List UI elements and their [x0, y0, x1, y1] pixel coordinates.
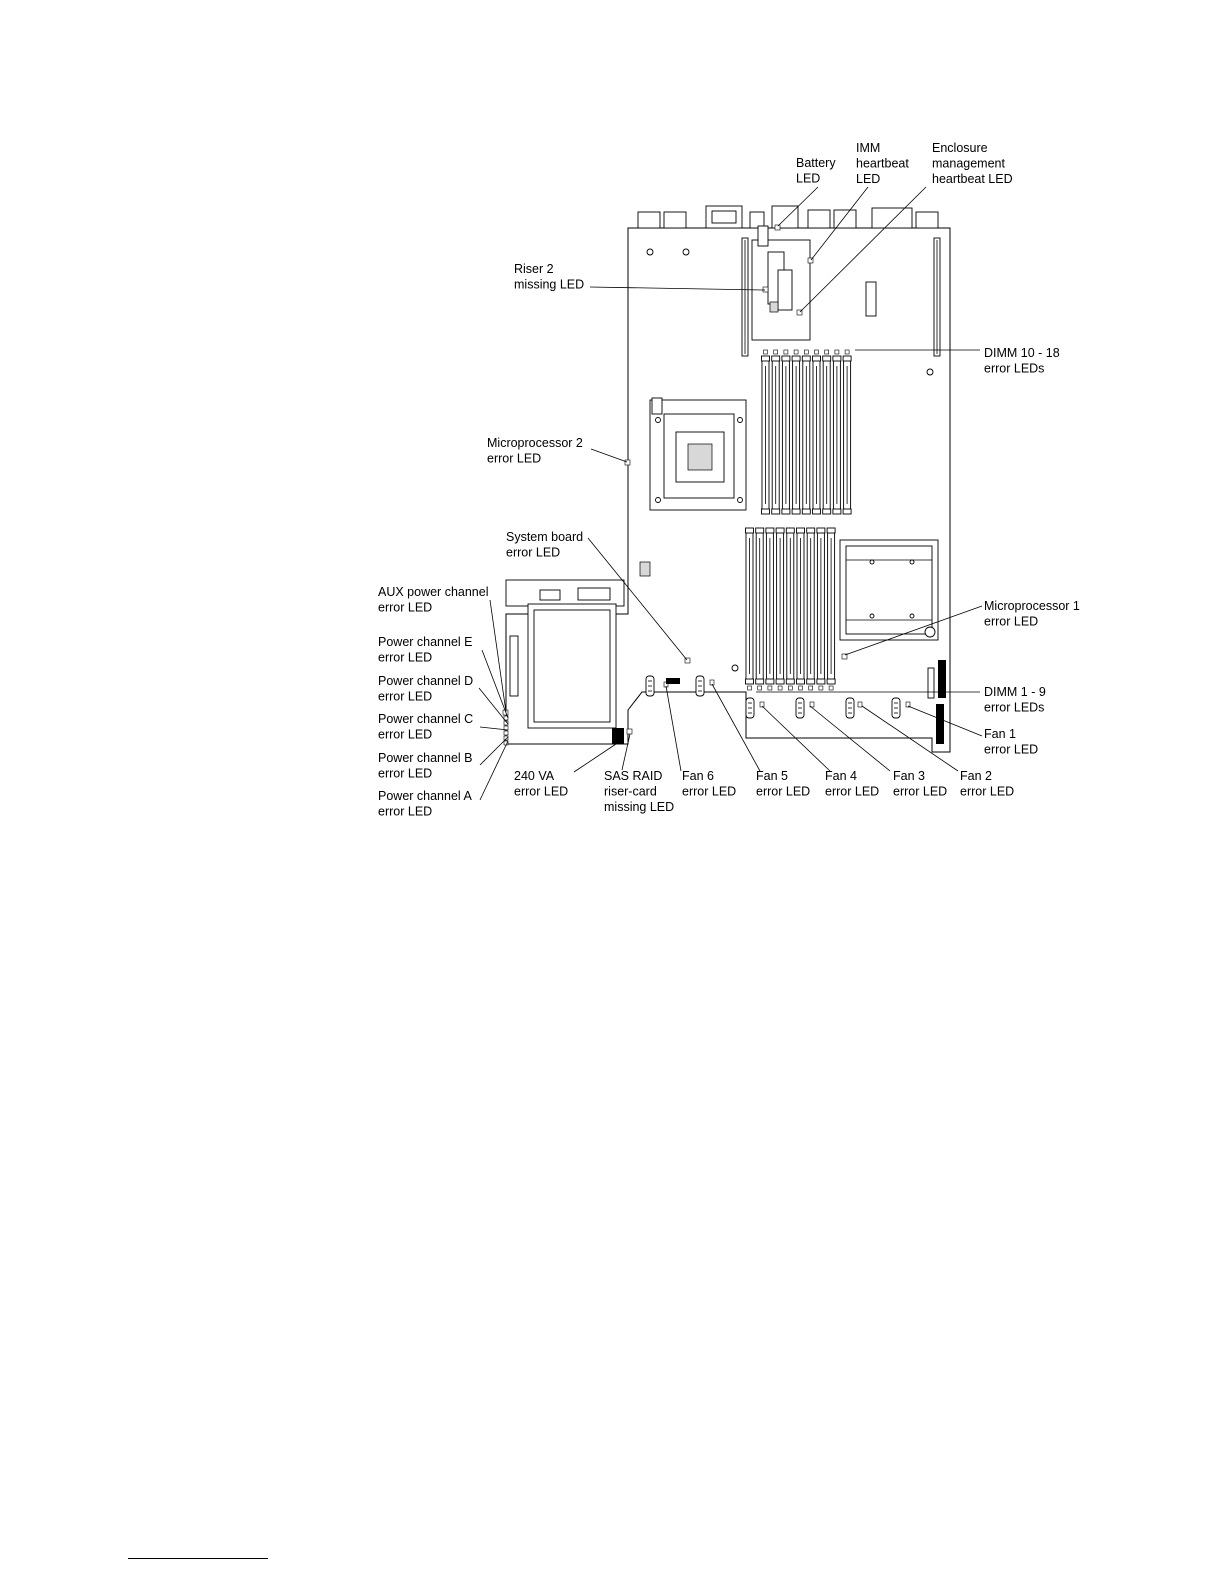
callout-line: Microprocessor 1	[984, 599, 1080, 613]
callout-line: DIMM 1 - 9	[984, 685, 1046, 699]
callout-enclosure	[932, 141, 1013, 186]
callout-line: error LED	[825, 784, 880, 799]
microprocessor-1-heatsink	[840, 540, 938, 640]
callout-riser2	[514, 262, 584, 292]
callout-line: Power channel D	[378, 674, 474, 688]
240va-error-led	[612, 728, 624, 744]
callout-line: Power channel E	[378, 635, 473, 649]
callout-line: error LED	[378, 650, 433, 665]
callout-line: error LEDs	[984, 361, 1045, 376]
callout-line: Battery	[796, 156, 836, 170]
callout-line: error LED	[378, 766, 433, 781]
callout-line: Power channel A	[378, 789, 472, 803]
callout-line: error LED	[487, 451, 542, 466]
callout-line: error LED	[682, 784, 737, 799]
callout-line: error LED	[378, 727, 433, 742]
callout-line: riser-card	[604, 784, 657, 799]
callout-line: LED	[856, 172, 881, 186]
callout-line: Enclosure	[932, 141, 988, 155]
dimm-bank-1-9	[746, 528, 836, 690]
callout-fan1	[984, 727, 1038, 757]
callout-line: error LED	[378, 804, 433, 819]
power-channel-led	[504, 731, 508, 735]
callout-line: Fan 4	[825, 769, 857, 783]
callout-pwrE	[378, 635, 473, 665]
callout-line: error LED	[756, 784, 811, 799]
battery-led	[775, 225, 780, 230]
callout-line: SAS RAID	[604, 769, 663, 783]
callout-line: Fan 2	[960, 769, 992, 783]
riser-2-missing-led	[763, 287, 768, 292]
callout-pwrB	[378, 751, 473, 781]
callout-fan6	[682, 769, 736, 799]
dimm-error-led	[804, 350, 808, 354]
callout-line: System board	[506, 530, 584, 544]
dimm-error-led	[764, 350, 768, 354]
fan-error-led	[858, 702, 862, 707]
dimm-error-led	[809, 686, 813, 690]
callout-line: Power channel B	[378, 751, 473, 765]
callout-micro1	[984, 599, 1080, 629]
callout-va240	[514, 769, 568, 799]
callout-line: heartbeat	[856, 156, 909, 171]
dimm-error-led	[778, 686, 782, 690]
microprocessor-2-socket	[650, 398, 746, 510]
callout-line: error LED	[893, 784, 948, 799]
callout-imm	[856, 141, 909, 186]
dimm-error-led	[784, 350, 788, 354]
dimm-error-led	[799, 686, 803, 690]
callout-fan2	[960, 769, 1014, 799]
microprocessor-2-error-led	[625, 460, 630, 465]
callout-pwrC	[378, 712, 473, 742]
dimm-error-led	[768, 686, 772, 690]
callout-line: error LED	[378, 689, 433, 704]
callout-pwrA	[378, 789, 472, 819]
callout-line: 240 VA	[514, 769, 555, 783]
callout-line: missing LED	[514, 277, 585, 292]
callout-line: Fan 3	[893, 769, 925, 783]
callout-line: Riser 2	[514, 262, 554, 276]
dimm-error-led	[758, 686, 762, 690]
callout-line: Fan 5	[756, 769, 788, 783]
callout-dimm1	[984, 685, 1046, 715]
callout-pwrD	[378, 674, 473, 704]
callout-fan4	[825, 769, 879, 799]
callout-fan5	[756, 769, 810, 799]
dimm-error-led	[829, 686, 833, 690]
dimm-error-led	[819, 686, 823, 690]
callout-line: Power channel C	[378, 712, 474, 726]
callout-line: error LED	[378, 600, 433, 615]
callout-line: management	[932, 156, 1005, 171]
callout-line: error LED	[984, 742, 1039, 757]
callout-line: DIMM 10 - 18	[984, 346, 1060, 360]
callout-line: Microprocessor 2	[487, 436, 583, 450]
callout-battery	[796, 156, 836, 186]
callout-line: LED	[796, 171, 821, 186]
callout-line: AUX power channel	[378, 585, 489, 599]
callout-line: error LED	[506, 545, 561, 560]
dimm-error-led	[845, 350, 849, 354]
callout-line: error LED	[960, 784, 1015, 799]
callout-line: error LEDs	[984, 700, 1045, 715]
callout-line: IMM	[856, 141, 881, 155]
dimm-error-led	[825, 350, 829, 354]
callout-line: heartbeat LED	[932, 172, 1013, 186]
callout-line: error LED	[514, 784, 569, 799]
sas-raid-missing-led	[627, 729, 632, 734]
footnote-rule	[128, 1558, 268, 1559]
callout-dimm10	[984, 346, 1060, 376]
callout-sasraid	[604, 769, 674, 814]
callout-fan3	[893, 769, 947, 799]
dimm-error-led	[788, 686, 792, 690]
callout-line: missing LED	[604, 800, 675, 814]
dimm-error-led	[835, 350, 839, 354]
callout-aux	[378, 585, 488, 615]
dimm-error-led	[794, 350, 798, 354]
callout-line: Fan 6	[682, 769, 714, 783]
callout-line: error LED	[984, 614, 1039, 629]
dimm-bank-10-18	[762, 350, 852, 514]
callout-micro2	[487, 436, 583, 466]
callout-line: Fan 1	[984, 727, 1016, 741]
dimm-error-led	[774, 350, 778, 354]
dimm-error-led	[748, 686, 752, 690]
callout-sysboard	[506, 530, 583, 560]
dimm-error-led	[815, 350, 819, 354]
